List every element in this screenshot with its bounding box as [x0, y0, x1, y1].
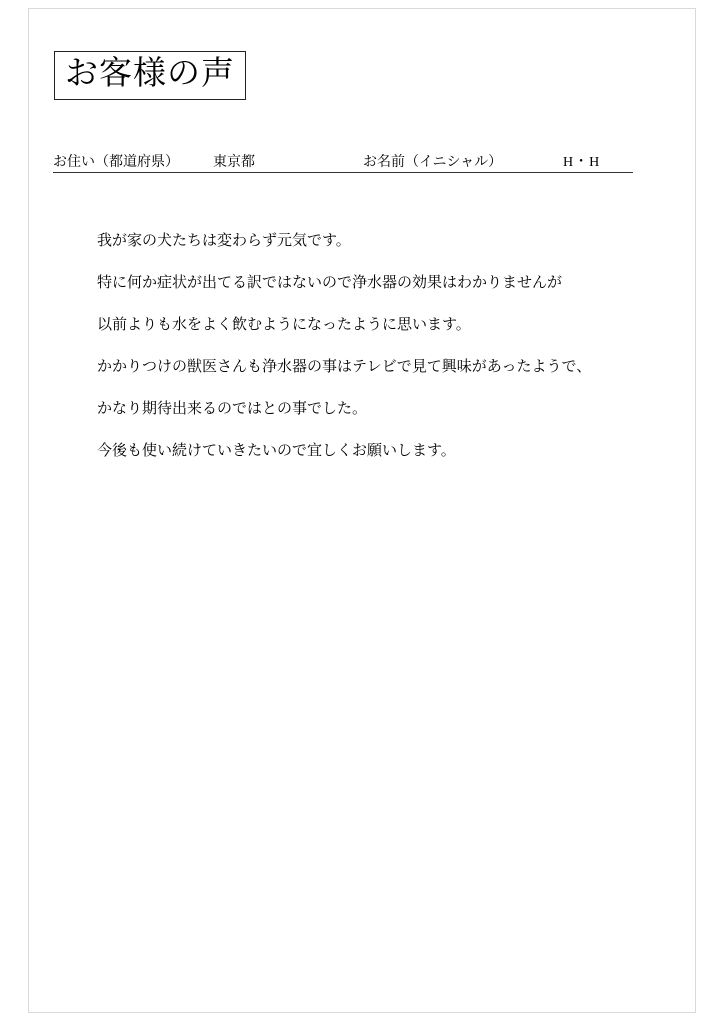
paper-sheet	[28, 8, 696, 1013]
body-line: かなり期待出来るのではとの事でした。	[97, 401, 368, 417]
title-box	[54, 51, 246, 100]
address-label: お住い（都道府県）	[53, 155, 179, 170]
page-title: お客様の声	[65, 56, 235, 92]
meta-row	[53, 147, 633, 173]
meta-row-inner	[53, 147, 633, 172]
name-label: お名前（イニシャル）	[363, 155, 503, 170]
body-line: 我が家の犬たちは変わらず元気です。	[97, 233, 351, 249]
body-line: 特に何か症状が出てる訳ではないので浄水器の効果はわかりませんが	[97, 275, 563, 291]
body-line: 今後も使い続けていきたいので宜しくお願いします。	[97, 443, 456, 459]
address-value: 東京都	[213, 155, 255, 170]
body-line: 以前よりも水をよく飲むようになったように思います。	[97, 317, 471, 333]
name-value: H・H	[563, 155, 601, 170]
body-line: かかりつけの獣医さんも浄水器の事はテレビで見て興味があったようで、	[97, 359, 592, 375]
testimonial-body	[97, 234, 677, 486]
